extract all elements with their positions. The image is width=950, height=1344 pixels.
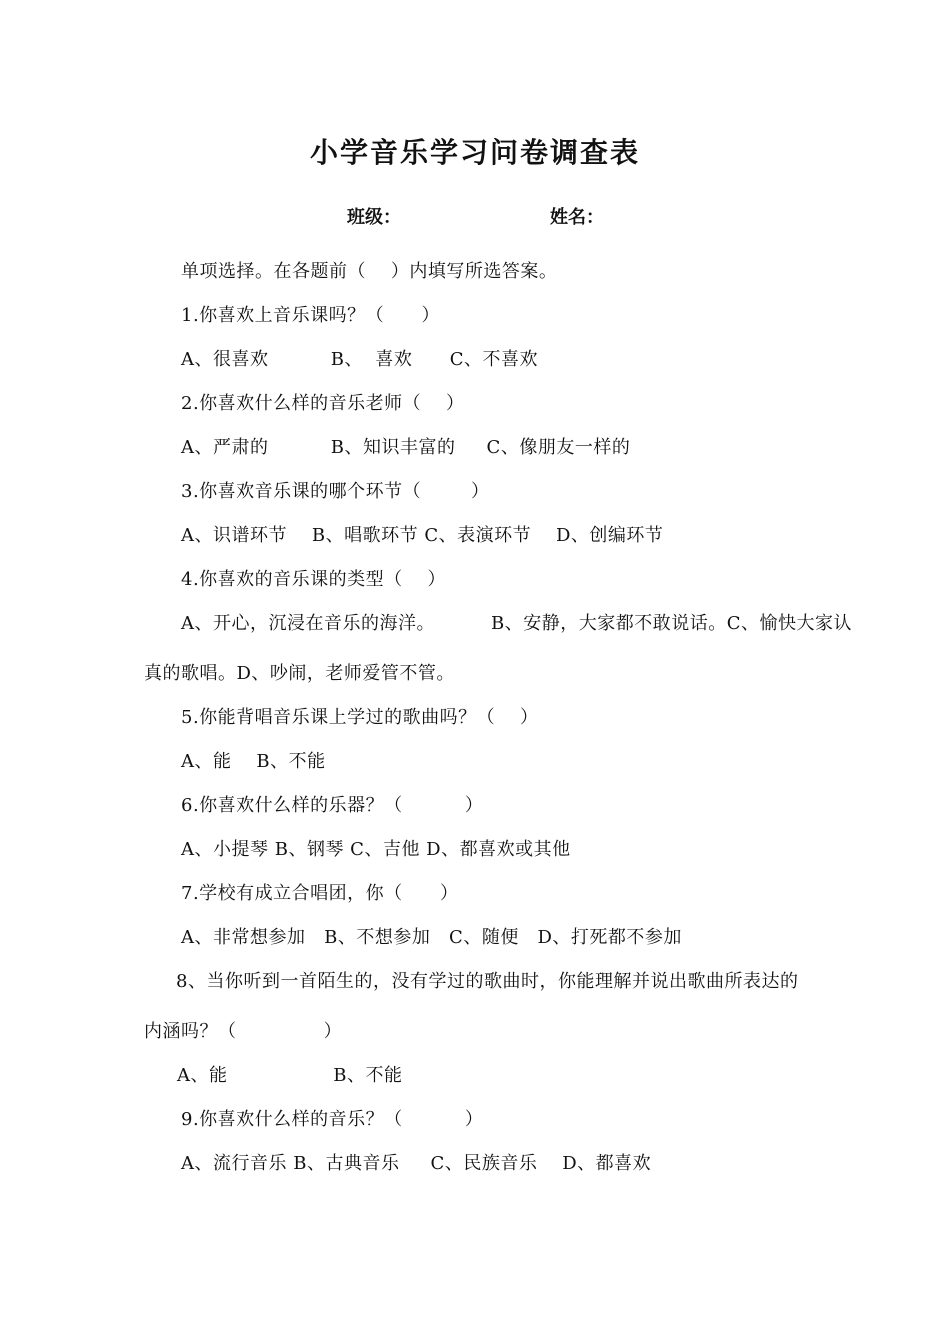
- page-title: 小学音乐学习问卷调查表: [309, 136, 640, 169]
- question-4-options-line2: 真的歌唱。D、吵闹，老师爱管不管。: [144, 663, 455, 684]
- question-5: 5.你能背唱音乐课上学过的歌曲吗？（ ）: [181, 707, 539, 728]
- question-5-options: A、能 B、不能: [181, 751, 326, 772]
- question-7-options: A、非常想参加 B、不想参加 C、随便 D、打死都不参加: [181, 927, 682, 948]
- question-2-options: A、严肃的 B、知识丰富的 C、像朋友一样的: [181, 437, 631, 458]
- question-3-options: A、识谱环节 B、唱歌环节 C、表演环节 D、创编环节: [181, 525, 664, 546]
- question-8-line1: 8、当你听到一首陌生的，没有学过的歌曲时，你能理解并说出歌曲所表达的: [176, 971, 799, 992]
- name-label: 姓名：: [550, 207, 604, 228]
- question-7: 7.学校有成立合唱团，你（ ）: [181, 883, 459, 904]
- instruction: 单项选择。在各题前（ ）内填写所选答案。: [181, 261, 558, 282]
- question-6-options: A、小提琴 B、钢琴 C、吉他 D、都喜欢或其他: [181, 839, 571, 860]
- question-3: 3.你喜欢音乐课的哪个环节（ ）: [181, 481, 490, 502]
- question-8-line2: 内涵吗？（ ）: [144, 1021, 343, 1042]
- class-label: 班级：: [347, 207, 401, 228]
- question-9: 9.你喜欢什么样的音乐？（ ）: [181, 1109, 484, 1130]
- question-8-options: A、能 B、不能: [177, 1065, 403, 1086]
- question-2: 2.你喜欢什么样的音乐老师（ ）: [181, 393, 465, 414]
- question-9-options: A、流行音乐 B、古典音乐 C、民族音乐 D、都喜欢: [181, 1153, 652, 1174]
- question-4: 4.你喜欢的音乐课的类型（ ）: [181, 569, 447, 590]
- question-1: 1.你喜欢上音乐课吗？（ ）: [181, 305, 441, 326]
- question-4-options-line1: A、开心，沉浸在音乐的海洋。 B、安静，大家都不敢说话。C、愉快大家认: [181, 613, 852, 634]
- question-6: 6.你喜欢什么样的乐器？（ ）: [181, 795, 484, 816]
- question-1-options: A、很喜欢 B、 喜欢 C、不喜欢: [181, 349, 538, 370]
